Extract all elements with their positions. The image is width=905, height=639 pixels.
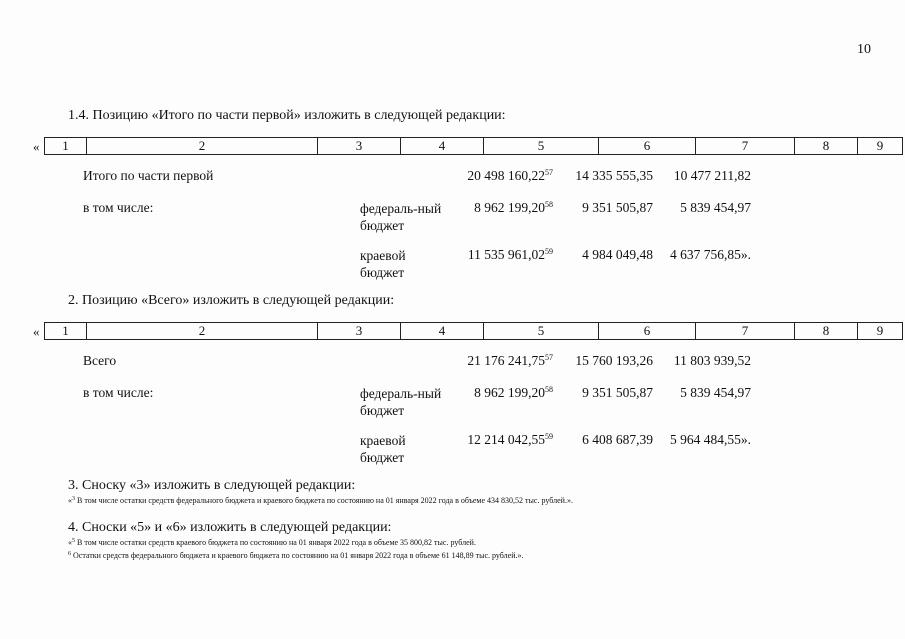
column-number: 3	[318, 323, 401, 340]
column-number: 9	[858, 138, 903, 155]
col7-value: 11 803 939,52	[673, 353, 751, 368]
budget-label: федераль-ный бюджет	[360, 386, 442, 418]
col5-value: 21 176 241,75$^{57}$	[467, 353, 553, 368]
column-number: 7	[696, 138, 795, 155]
col7-value: 10 477 211,82	[673, 168, 751, 183]
column-number: 4	[401, 323, 484, 340]
column-number: 7	[696, 323, 795, 340]
col5-value: 11 535 961,02$^{59}$	[467, 247, 553, 262]
col5-value: 8 962 199,20$^{58}$	[474, 385, 553, 400]
column-number: 6	[599, 323, 696, 340]
col7-value: 5 839 454,97	[680, 385, 751, 400]
column-number: 8	[795, 138, 858, 155]
budget-label: краевой бюджет	[360, 248, 406, 280]
section-2-heading: 2. Позицию «Всего» изложить в следующей редакции:	[68, 293, 395, 308]
column-number: 4	[401, 138, 484, 155]
budget-label: федераль-ный бюджет	[360, 201, 442, 233]
col5-value: 12 214 042,55$^{59}$	[467, 432, 553, 447]
row-label: в том числе:	[83, 385, 154, 400]
row-label: Итого по части первой	[83, 168, 214, 183]
row-label: Всего	[83, 353, 117, 368]
budget-label: краевой бюджет	[360, 433, 406, 465]
section-1-4-heading: 1.4. Позицию «Итого по части первой» изложить в следующей редакции:	[68, 108, 506, 123]
section-1-4-quote-open: «	[33, 139, 40, 154]
col7-value: 5 839 454,97	[680, 200, 751, 215]
row-label: в том числе:	[83, 200, 154, 215]
col6-value: 4 984 049,48	[582, 247, 653, 262]
column-number: 6	[599, 138, 696, 155]
col6-value: 9 351 505,87	[582, 200, 653, 215]
section-2-column-numbers	[44, 322, 903, 340]
column-number: 1	[45, 323, 87, 340]
col5-value: 20 498 160,22$^{57}$	[467, 168, 553, 183]
col7-value: 5 964 484,55».	[670, 432, 751, 447]
page-number: 10	[857, 42, 871, 57]
column-number: 2	[87, 138, 318, 155]
column-number: 2	[87, 323, 318, 340]
col6-value: 15 760 193,26	[575, 353, 653, 368]
footnote-5: «$^5$ В том числе остатки средств краевого бюджета по состоянию на 01 января 2022 года в объеме 35 800,82 тыс. рублей.	[68, 538, 476, 547]
column-number: 5	[484, 138, 599, 155]
footnote-6: $^6$ Остатки средств федерального бюджета и краевого бюджета по состоянию на 01 января 2022 года в объеме 61 148,89 тыс. рублей.».	[68, 551, 524, 560]
col5-value: 8 962 199,20$^{58}$	[474, 200, 553, 215]
col7-value: 4 637 756,85».	[670, 247, 751, 262]
section-4-heading: 4. Сноски «5» и «6» изложить в следующей редакции:	[68, 520, 392, 535]
column-number: 8	[795, 323, 858, 340]
col6-value: 9 351 505,87	[582, 385, 653, 400]
column-number: 9	[858, 323, 903, 340]
footnote-3: «$^3$ В том числе остатки средств федерального бюджета и краевого бюджета по состоянию на 01 января 2022 года в объеме 434 830,52 тыс. рублей.».	[68, 496, 573, 505]
column-number: 3	[318, 138, 401, 155]
section-3-heading: 3. Сноску «3» изложить в следующей редакции:	[68, 478, 356, 493]
section-2-quote-open: «	[33, 324, 40, 339]
column-number: 1	[45, 138, 87, 155]
col6-value: 6 408 687,39	[582, 432, 653, 447]
col6-value: 14 335 555,35	[575, 168, 653, 183]
section-1-4-column-numbers	[44, 137, 903, 155]
column-number: 5	[484, 323, 599, 340]
